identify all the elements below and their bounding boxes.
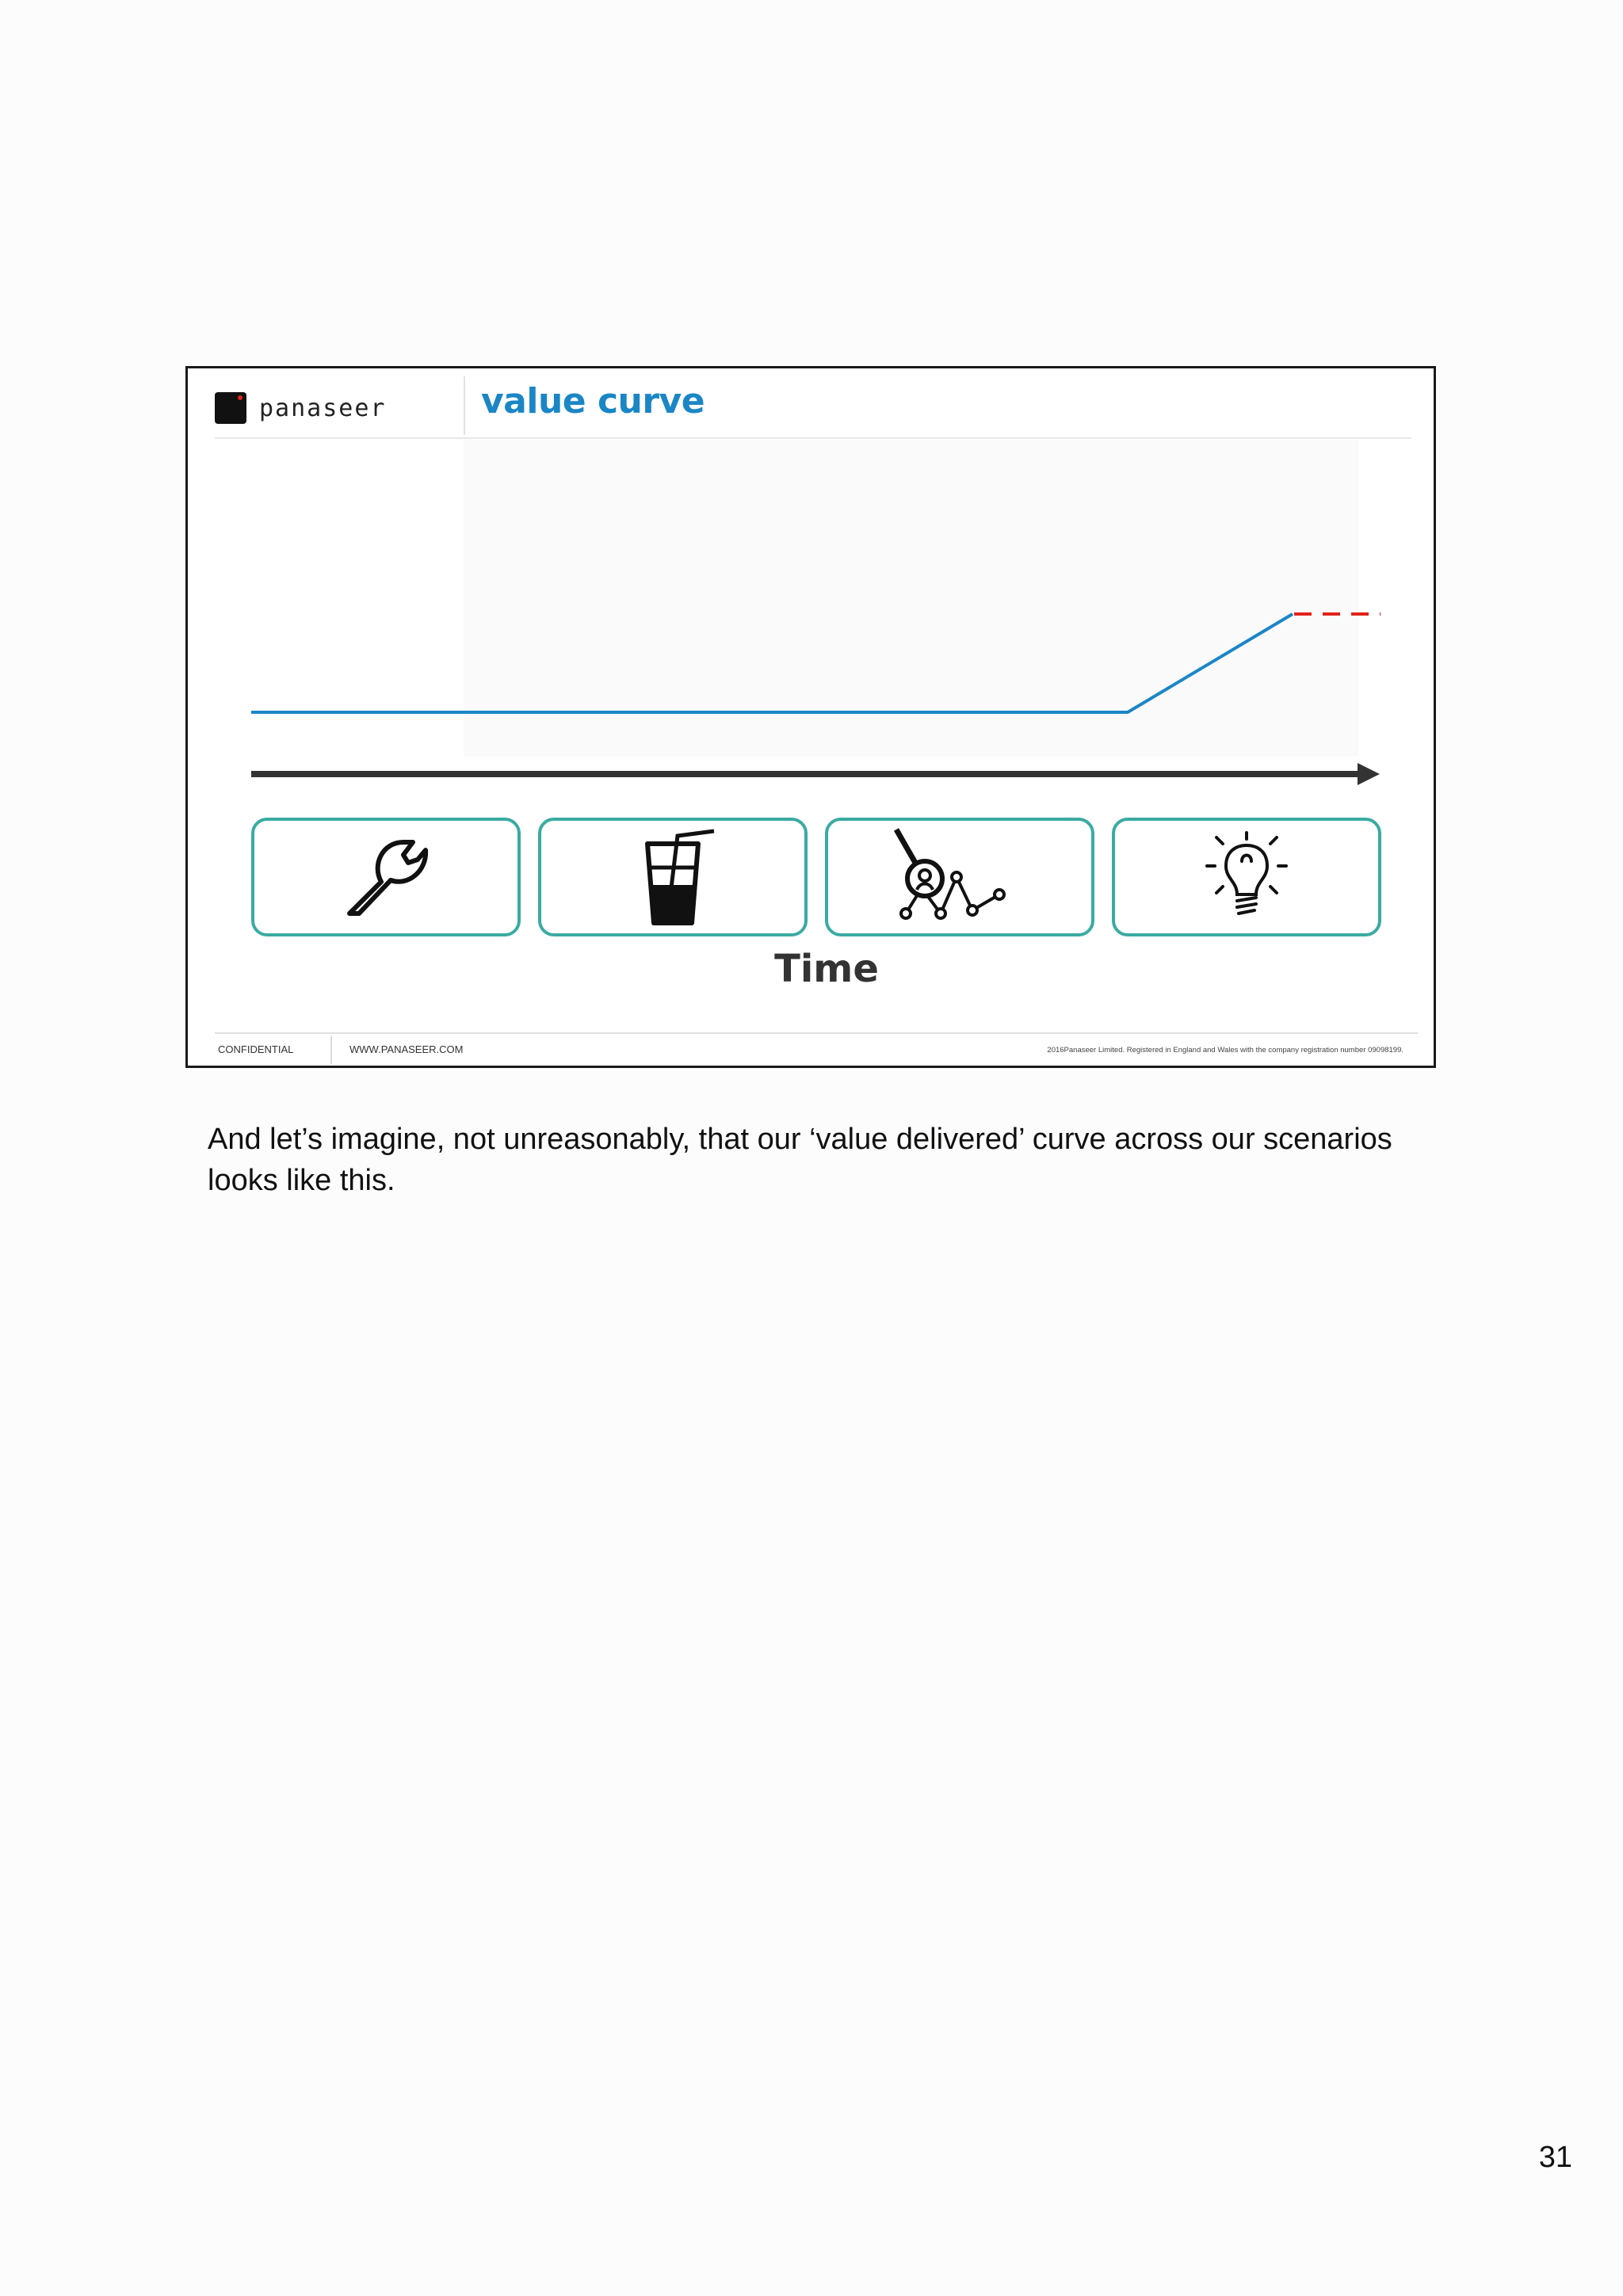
time-axis-label: Time — [774, 947, 879, 991]
lightbulb-icon — [1115, 821, 1378, 933]
scenario-tile-analysis — [825, 818, 1094, 936]
wrench-icon — [254, 821, 517, 933]
caption-text: And let’s imagine, not unreasonably, that our ‘value delivered’ curve across our scenarios looks like this. — [208, 1123, 1392, 1197]
scenario-tile-wrench — [251, 818, 521, 936]
slide-title: value curve — [481, 381, 705, 421]
value-curve-line — [251, 614, 1293, 712]
footer-website: WWW.PANASEER.COM — [349, 1043, 464, 1055]
scenario-tile-drink — [538, 818, 808, 936]
logo-text: panaseer — [259, 394, 387, 422]
page-number: 31 — [1538, 2141, 1572, 2174]
footer-rule — [215, 1032, 1418, 1034]
footer-divider — [330, 1035, 332, 1064]
footer-legal-notice: 2016Panaseer Limited. Registered in England and Wales with the company registration number 09098199. — [1047, 1046, 1403, 1055]
slide — [185, 366, 1436, 1068]
time-axis-arrowhead — [1358, 763, 1380, 785]
scenario-tile-idea — [1112, 818, 1381, 936]
drink-cup-icon — [541, 821, 804, 933]
magnifier-graph-icon — [828, 821, 1091, 933]
footer-confidential: CONFIDENTIAL — [218, 1043, 294, 1055]
